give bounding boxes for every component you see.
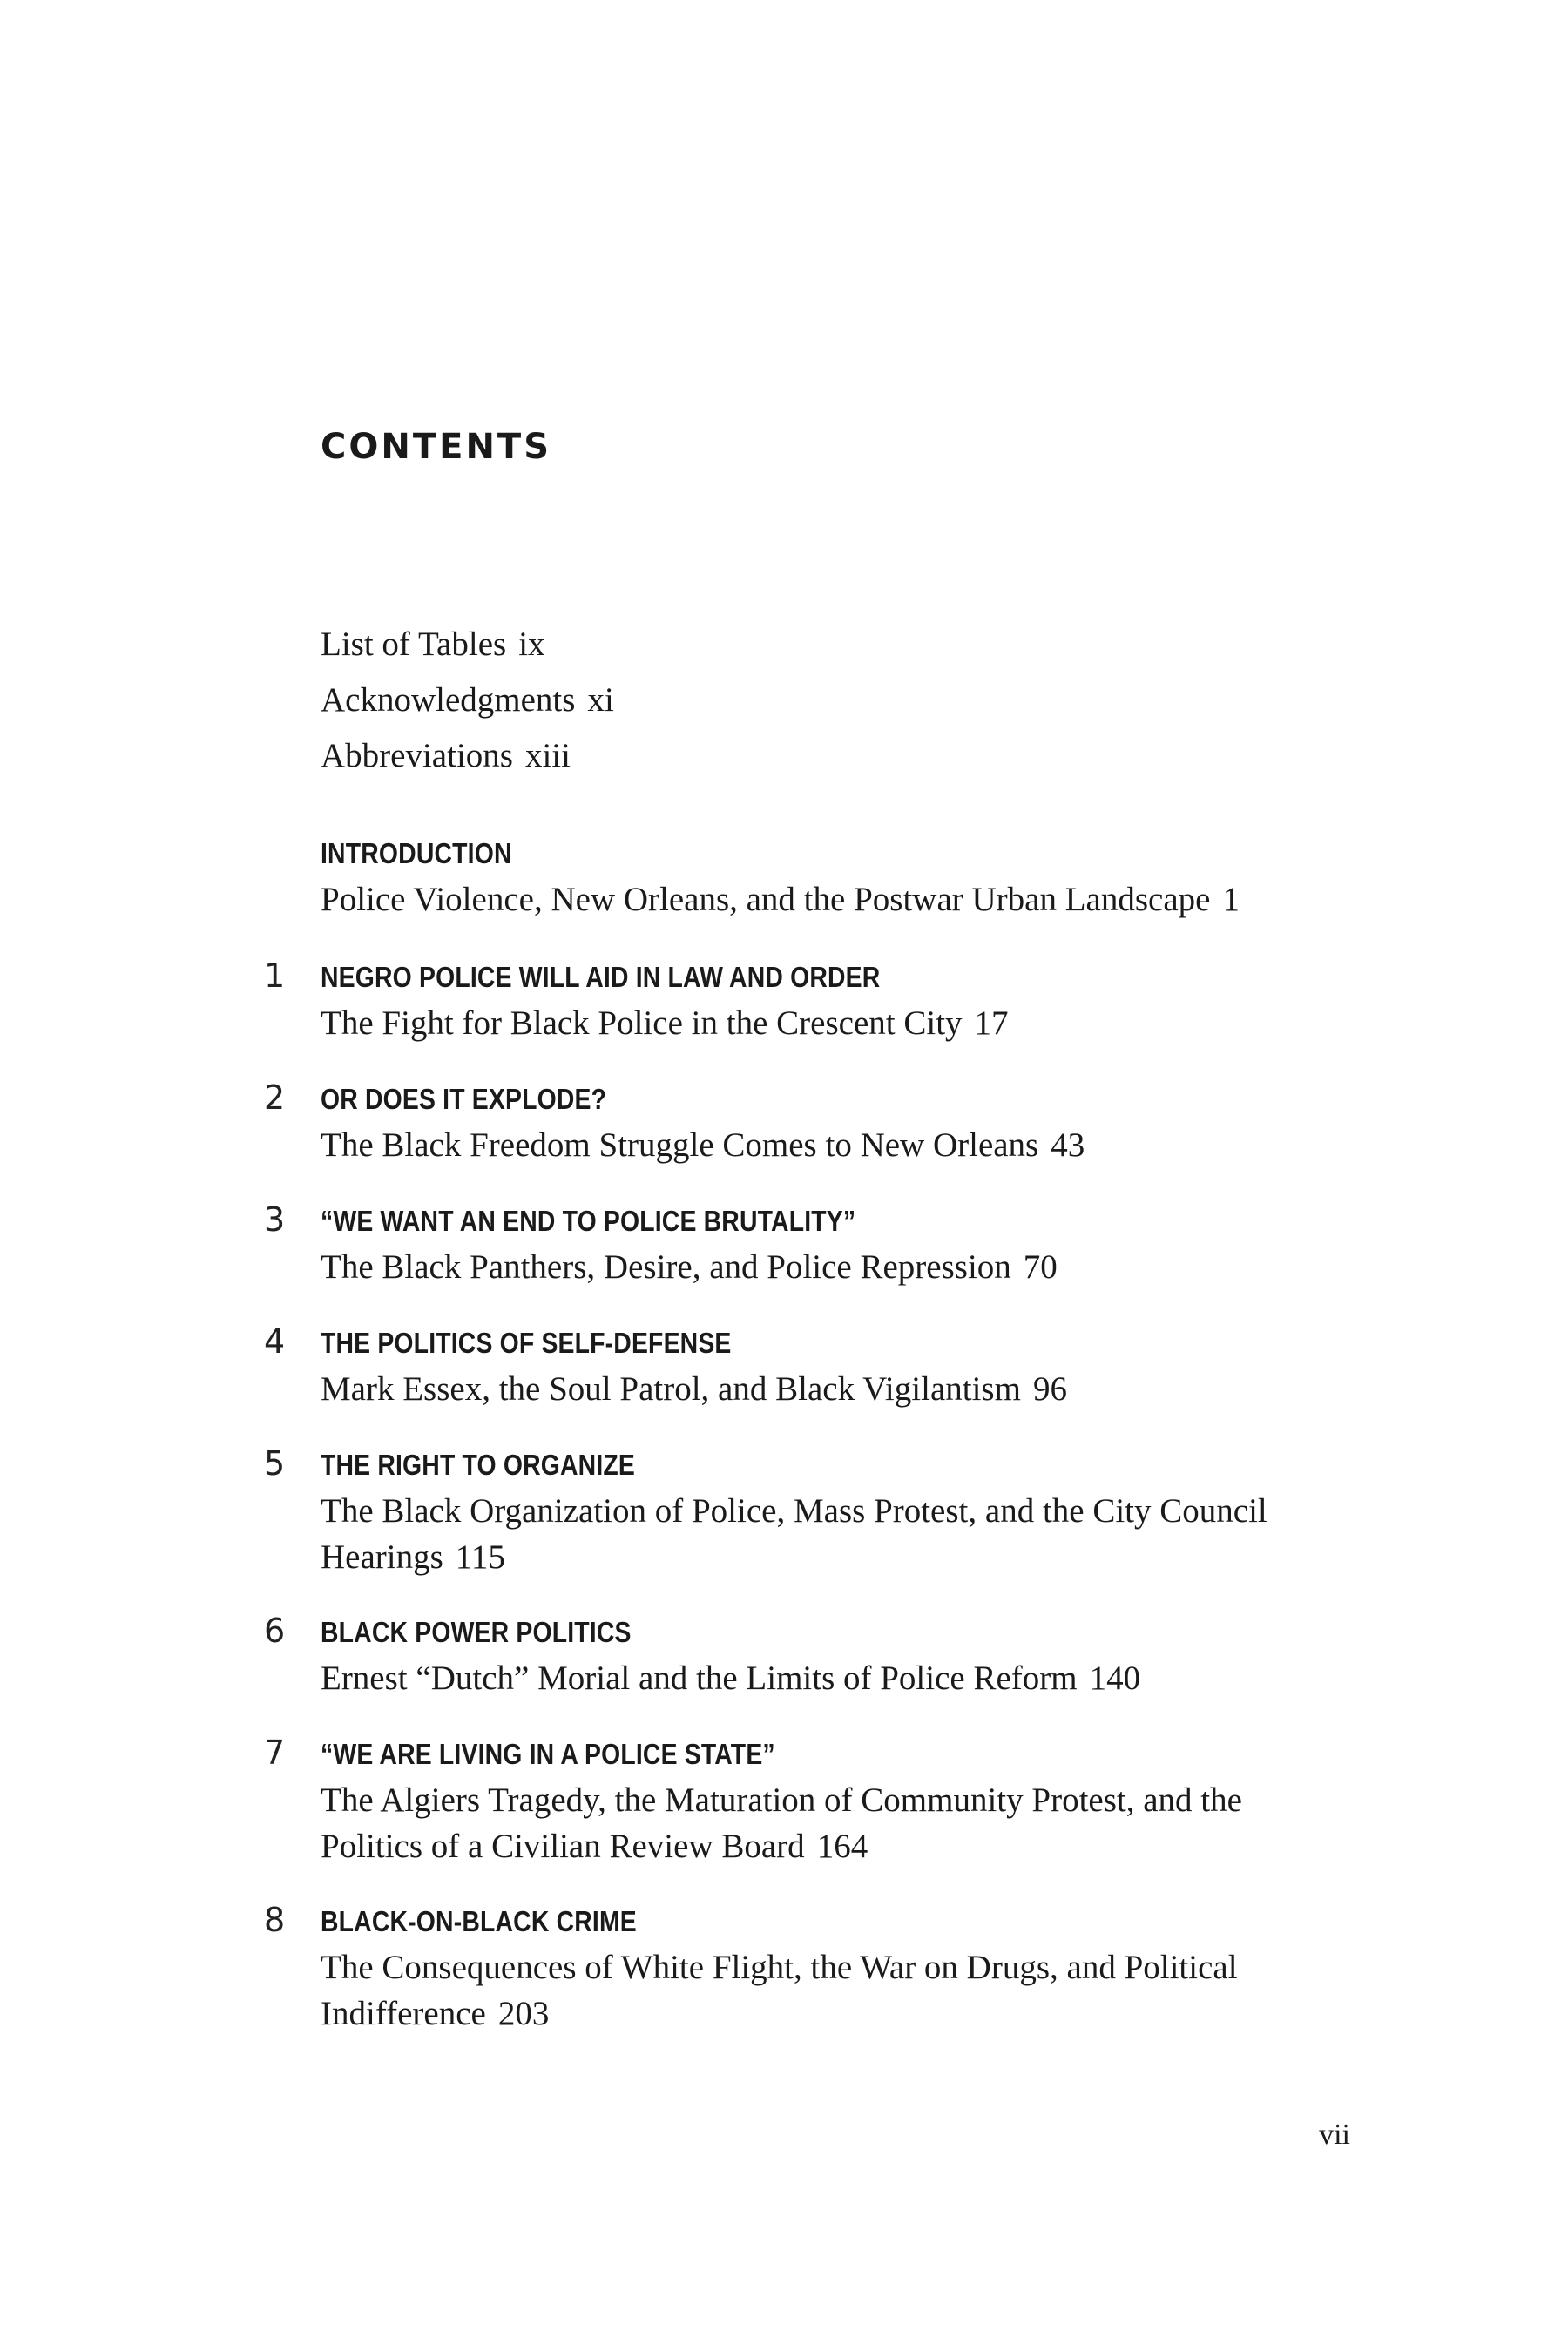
front-matter-page: ix <box>518 625 545 663</box>
chapter-number: 7 <box>264 1734 286 1772</box>
chapter-page: 203 <box>497 1995 550 2032</box>
page-folio: vii <box>1319 2119 1350 2151</box>
chapter-heading: THE POLITICS OF SELF-DEFENSE <box>321 1327 732 1359</box>
front-matter-page: xi <box>587 681 614 719</box>
front-matter-item <box>321 728 614 784</box>
chapter-entry <box>264 1322 1348 1412</box>
front-matter-label: Acknowledgments <box>321 681 576 719</box>
chapter-page: 43 <box>1051 1126 1085 1164</box>
chapter-page: 70 <box>1023 1248 1058 1286</box>
chapter-number: 8 <box>264 1901 286 1939</box>
front-matter-label: Abbreviations <box>321 737 513 774</box>
chapter-heading: BLACK POWER POLITICS <box>321 1616 632 1648</box>
chapter-number: 2 <box>264 1078 286 1117</box>
introduction-page: 1 <box>1222 881 1240 918</box>
chapter-subtitle: The Consequences of White Flight, the War on Drugs, and Political Indifference 203 <box>321 1949 1238 2032</box>
front-matter-label: List of Tables <box>321 625 507 663</box>
chapter-heading: BLACK-ON-BLACK CRIME <box>321 1905 637 1937</box>
chapter-number: 4 <box>264 1322 286 1361</box>
front-matter-list <box>321 617 614 784</box>
front-matter-item <box>321 617 614 672</box>
chapter-page: 140 <box>1089 1659 1141 1697</box>
chapter-heading: OR DOES IT EXPLODE? <box>321 1083 607 1115</box>
chapter-number: 5 <box>264 1444 286 1483</box>
introduction-heading: INTRODUCTION <box>321 837 512 869</box>
chapter-entry <box>264 1200 1348 1290</box>
page-title: CONTENTS <box>321 427 552 467</box>
chapter-subtitle: The Black Organization of Police, Mass Protest, and the City Council Hearings 115 <box>321 1492 1267 1576</box>
chapter-number: 1 <box>264 956 286 995</box>
chapter-entry <box>264 1078 1348 1168</box>
chapter-subtitle: Ernest “Dutch” Morial and the Limits of Police Reform 140 <box>321 1659 1141 1697</box>
chapter-subtitle: The Algiers Tragedy, the Maturation of Community Protest, and the Politics of a Civilian Review Board 164 <box>321 1781 1242 1865</box>
chapter-heading: NEGRO POLICE WILL AID IN LAW AND ORDER <box>321 961 881 993</box>
chapter-heading: THE RIGHT TO ORGANIZE <box>321 1449 635 1481</box>
chapter-page: 164 <box>816 1828 868 1865</box>
introduction-subtitle: Police Violence, New Orleans, and the Postwar Urban Landscape 1 <box>321 881 1240 918</box>
chapter-entry <box>264 956 1348 1046</box>
front-matter-page: xiii <box>524 737 571 774</box>
chapter-subtitle: The Black Freedom Struggle Comes to New Orleans 43 <box>321 1126 1085 1164</box>
chapter-entry <box>264 1444 1348 1580</box>
chapter-page: 96 <box>1032 1370 1067 1408</box>
introduction-entry <box>321 836 1348 923</box>
chapter-subtitle: The Black Panthers, Desire, and Police Repression 70 <box>321 1248 1058 1286</box>
chapter-subtitle: The Fight for Black Police in the Crescent City 17 <box>321 1004 1009 1042</box>
chapter-number: 3 <box>264 1200 286 1239</box>
chapter-heading: “WE WANT AN END TO POLICE BRUTALITY” <box>321 1205 856 1237</box>
front-matter-item <box>321 672 614 728</box>
chapter-entry <box>264 1901 1348 2037</box>
chapter-entry <box>264 1734 1348 1869</box>
chapter-page: 115 <box>455 1538 505 1576</box>
chapter-heading: “WE ARE LIVING IN A POLICE STATE” <box>321 1738 775 1770</box>
chapter-page: 17 <box>974 1004 1009 1042</box>
chapter-subtitle: Mark Essex, the Soul Patrol, and Black Vigilantism 96 <box>321 1370 1067 1408</box>
chapter-number: 6 <box>264 1612 286 1650</box>
chapter-entry <box>264 1612 1348 1701</box>
